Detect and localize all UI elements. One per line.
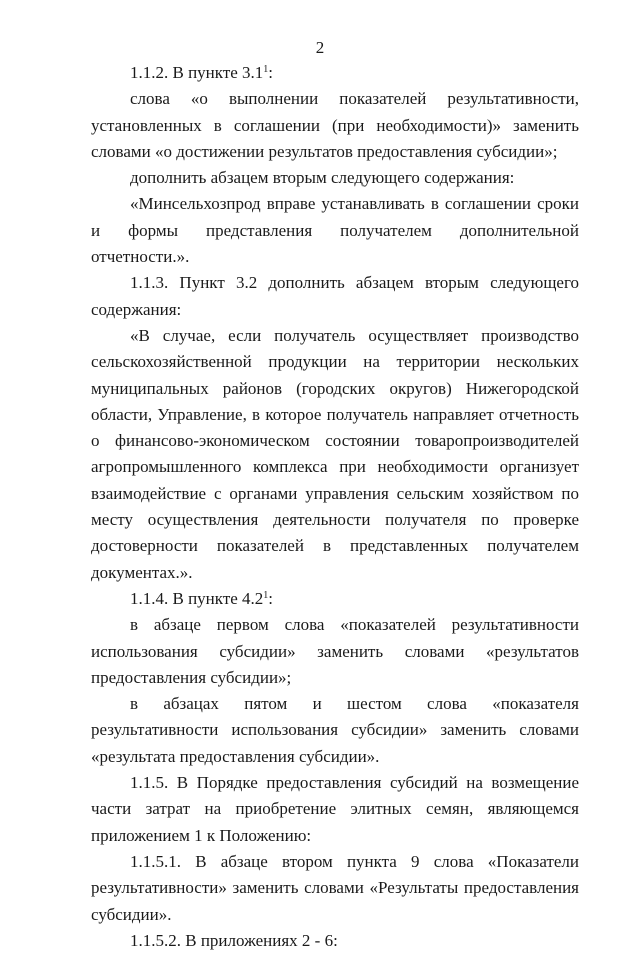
paragraph-1-1-5: 1.1.5. В Порядке предоставления субсидий на возмещение части затрат на приобретение элитных семян, являющемся приложением 1 к Положению:	[91, 773, 579, 845]
paragraph-text: 1.1.4. В пункте 4.2	[130, 588, 264, 608]
paragraph: в абзаце первом слова «показателей результативности использования субсидии» заменить словами «результатов предоставления субсидии»;	[91, 615, 579, 687]
paragraph: «Минсельхозпрод вправе устанавливать в соглашении сроки и формы представления получателем дополнительной отчетности.».	[91, 194, 579, 267]
paragraph-text-suffix: :	[268, 63, 274, 82]
paragraph-text-suffix: :	[268, 588, 274, 608]
paragraph-1-1-3: 1.1.3. Пункт 3.2 дополнить абзацем вторым следующего содержания:	[91, 273, 579, 319]
superscript: 1	[263, 589, 269, 601]
paragraph-1-1-2	[91, 60, 579, 86]
paragraph: дополнить абзацем вторым следующего содержания:	[130, 168, 515, 188]
paragraph-text: 1.1.2. В пункте 3.1	[130, 63, 264, 82]
paragraph-1-1-4	[91, 586, 579, 612]
document-body	[91, 60, 579, 954]
paragraph-1-1-5-2: 1.1.5.2. В приложениях 2 - 6:	[130, 930, 338, 950]
paragraph-1-1-5-1: 1.1.5.1. В абзаце втором пункта 9 слова «Показатели результативности» заменить словами «Результаты предоставления субсидии».	[91, 851, 579, 924]
superscript: 1	[263, 64, 269, 75]
paragraph: в абзацах пятом и шестом слова «показателя результативности использования субсидии» заменить словами «результата предоставления субсидии».	[91, 694, 579, 766]
page-number: 2	[315, 38, 325, 57]
paragraph: «В случае, если получатель осуществляет производство сельскохозяйственной продукции на территории нескольких муниципальных районов (городских округов) Нижегородской области, Управление, в которое получатель направляет отчетность о финансово-экономическом состоянии товаропроизводителей агропромышленного комплекса при необходимости организует взаимодействие с органами управления сельским хозяйством по месту осуществления деятельности получателя по проверке достоверности показателей в представленных получателем документах.».	[91, 325, 579, 582]
paragraph: слова «о выполнении показателей результативности, установленных в соглашении (при необходимости)» заменить словами «о достижении результатов предоставления субсидии»;	[91, 89, 579, 161]
